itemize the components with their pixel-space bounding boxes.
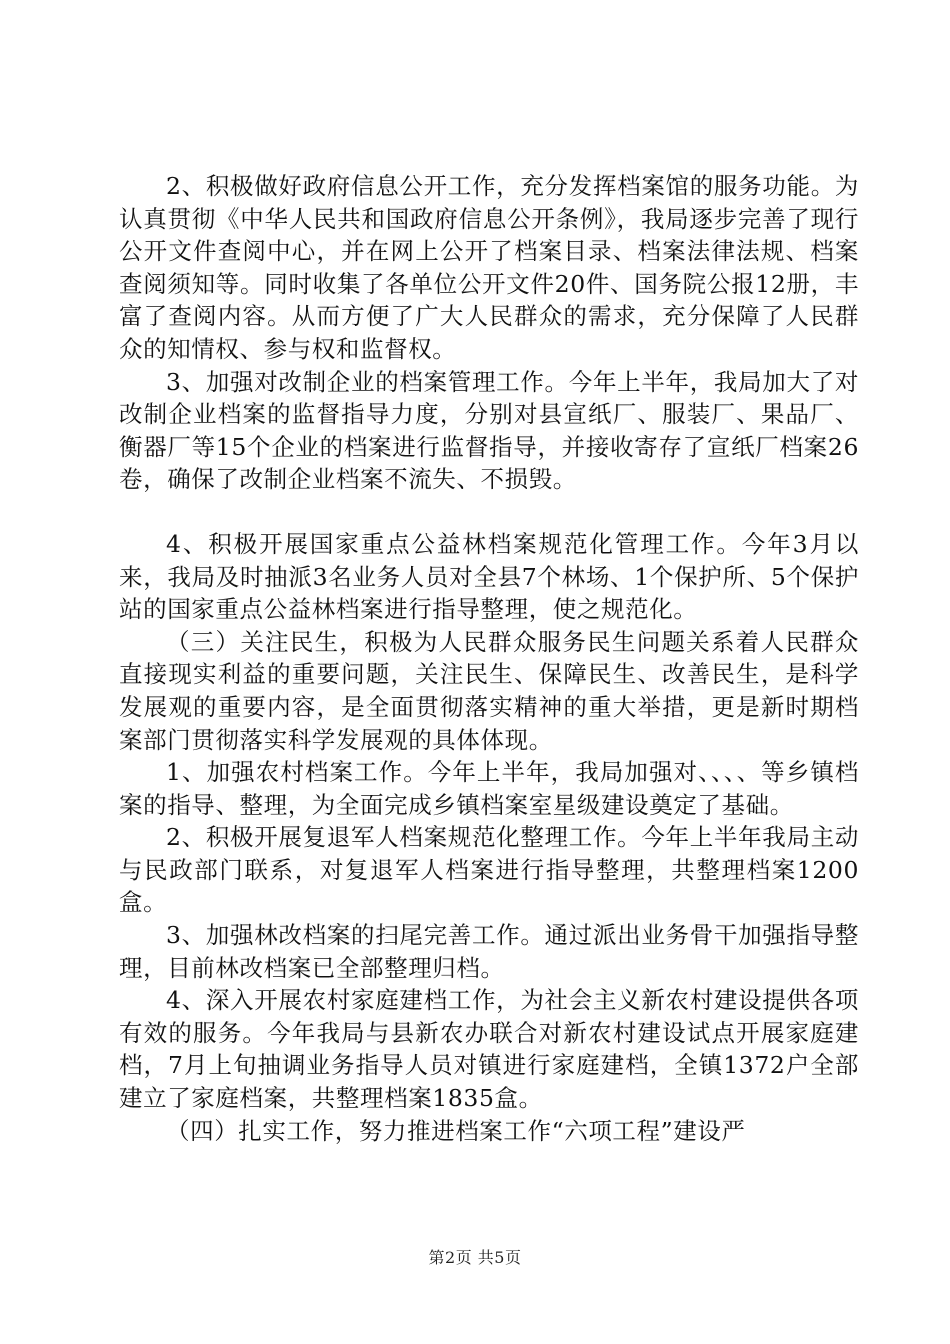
paragraph-public-forest: 4、积极开展国家重点公益林档案规范化管理工作。今年3月以来，我局及时抽派3名业务人员对全县7个林场、1个保护所、5个保护站的国家重点公益林档案进行指导整理，使之规范化。 bbox=[119, 529, 859, 624]
paragraph-forest-reform: 3、加强林改档案的扫尾完善工作。通过派出业务骨干加强指导整理，目前林改档案已全部整理归档。 bbox=[119, 921, 859, 982]
paragraph-section-four: （四）扎实工作，努力推进档案工作“六项工程”建设严 bbox=[166, 1116, 746, 1145]
page-footer: 第2页 共5页 bbox=[428, 1248, 522, 1267]
document-body bbox=[119, 170, 859, 1147]
paragraph-veteran-archives: 2、积极开展复退军人档案规范化整理工作。今年上半年我局主动与民政部门联系，对复退军人档案进行指导整理，共整理档案1200盒。 bbox=[119, 823, 859, 917]
paragraph-info-disclosure: 2、积极做好政府信息公开工作，充分发挥档案馆的服务功能。为认真贯彻《中华人民共和国政府信息公开条例》，我局逐步完善了现行公开文件查阅中心，并在网上公开了档案目录、档案法律法规、档案查阅须知等。同时收集了各单位公开文件20件、国务院公报12册，丰富了查阅内容。从而方便了广大人民群众的需求，充分保障了人民群众的知情权、参与权和监督权。 bbox=[119, 172, 859, 363]
paragraph-rural-archives: 1、加强农村档案工作。今年上半年，我局加强对、、、、等乡镇档案的指导、整理，为全面完成乡镇档案室星级建设奠定了基础。 bbox=[119, 758, 859, 819]
paragraph-restructured-enterprises: 3、加强对改制企业的档案管理工作。今年上半年，我局加大了对改制企业档案的监督指导力度，分别对县宣纸厂、服装厂、果品厂、衡器厂等15个企业的档案进行监督指导，并接收寄存了宣纸厂档案26卷，确保了改制企业档案不流失、不损毁。 bbox=[119, 367, 859, 494]
paragraph-family-archives: 4、深入开展农村家庭建档工作，为社会主义新农村建设提供各项有效的服务。今年我局与县新农办联合对新农村建设试点开展家庭建档，7月上旬抽调业务指导人员对镇进行家庭建档，全镇1372户全部建立了家庭档案，共整理档案1835盒。 bbox=[119, 986, 859, 1113]
paragraph-section-three: （三）关注民生，积极为人民群众服务民生问题关系着人民群众直接现实利益的重要问题，关注民生、保障民生、改善民生，是科学发展观的重要内容，是全面贯彻落实精神的重大举措，更是新时期档案部门贯彻落实科学发展观的具体体现。 bbox=[119, 627, 859, 754]
